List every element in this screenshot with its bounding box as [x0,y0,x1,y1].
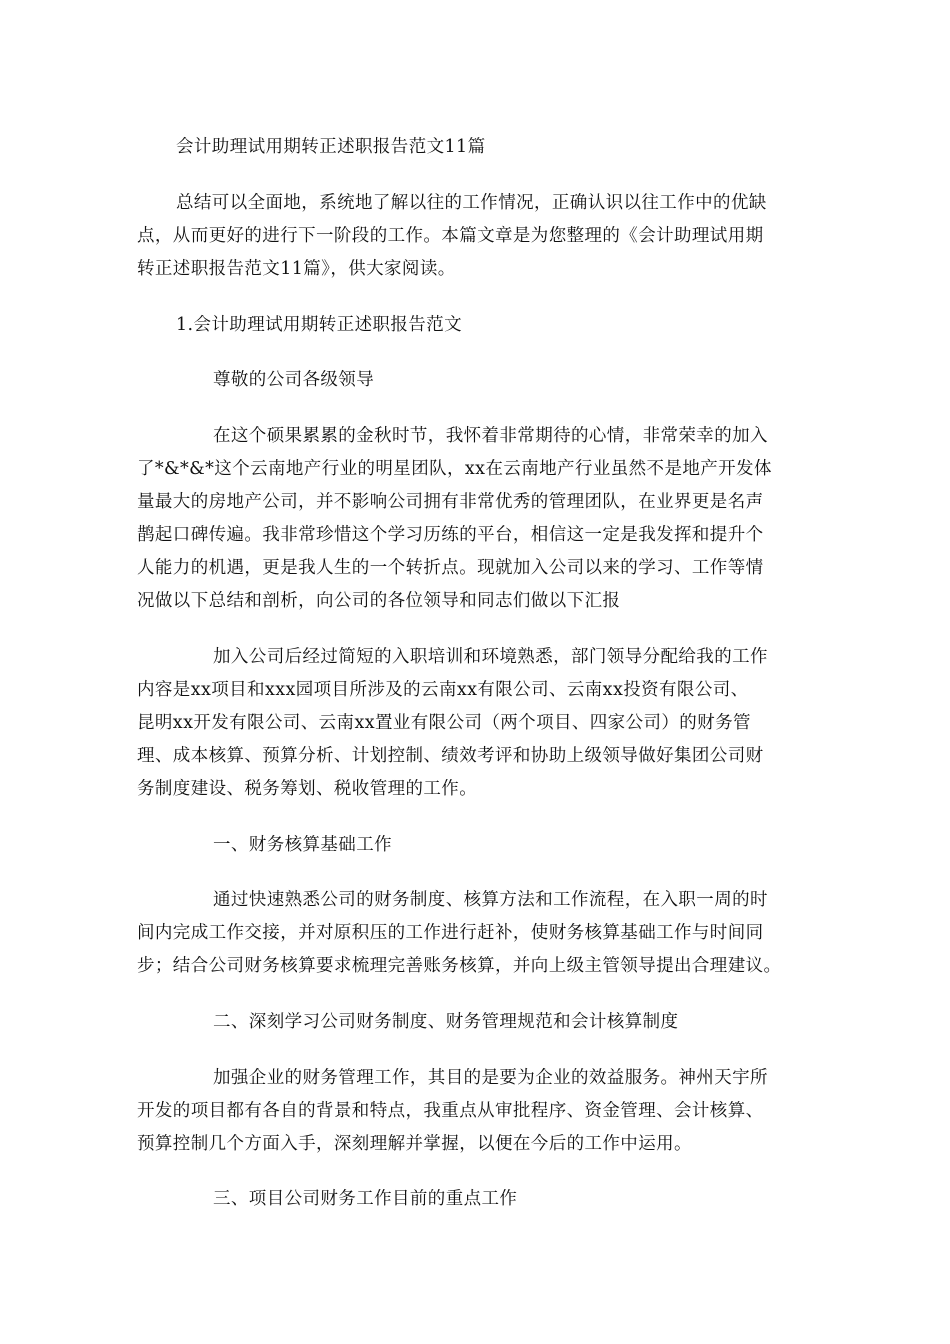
intro-line: 总结可以全面地，系统地了解以往的工作情况，正确认识以往工作中的优缺 [176,193,767,213]
paragraph-line: 步；结合公司财务核算要求梳理完善账务核算，并向上级主管领导提出合理建议。 [137,956,782,976]
paragraph-line: 人能力的机遇，更是我人生的一个转折点。现就加入公司以来的学习、工作等情 [137,558,764,578]
paragraph-line: 况做以下总结和剖析，向公司的各位领导和同志们做以下汇报 [137,591,621,611]
document-title: 会计助理试用期转正述职报告范文11篇 [176,137,486,157]
paragraph-line: 昆明xx开发有限公司、云南xx置业有限公司（两个项目、四家公司）的财务管 [137,713,751,733]
intro-line: 转正述职报告范文11篇》，供大家阅读。 [137,259,456,279]
section-heading: 1.会计助理试用期转正述职报告范文 [176,315,462,335]
paragraph-line: 务制度建设、税务筹划、税收管理的工作。 [137,779,478,799]
paragraph-line: 在这个硕果累累的金秋时节，我怀着非常期待的心情，非常荣幸的加入 [213,426,768,446]
paragraph-line: 了*&*&*这个云南地产行业的明星团队，xx在云南地产行业虽然不是地产开发体 [137,459,772,479]
paragraph-line: 开发的项目都有各自的背景和特点，我重点从审批程序、资金管理、会计核算、 [137,1101,764,1121]
paragraph-line: 加入公司后经过简短的入职培训和环境熟悉，部门领导分配给我的工作 [213,647,768,667]
section-heading: 二、深刻学习公司财务制度、财务管理规范和会计核算制度 [213,1012,679,1032]
paragraph-line: 加强企业的财务管理工作，其目的是要为企业的效益服务。神州天宇所 [213,1068,768,1088]
paragraph-line: 间内完成工作交接，并对原积压的工作进行赶补，使财务核算基础工作与时间同 [137,923,764,943]
intro-line: 点，从而更好的进行下一阶段的工作。本篇文章是为您整理的《会计助理试用期 [137,226,764,246]
paragraph-line: 内容是xx项目和xxx园项目所涉及的云南xx有限公司、云南xx投资有限公司、 [137,680,749,700]
section-heading: 三、项目公司财务工作目前的重点工作 [213,1189,518,1209]
paragraph-line: 理、成本核算、预算分析、计划控制、绩效考评和协助上级领导做好集团公司财 [137,746,764,766]
paragraph-line: 量最大的房地产公司，并不影响公司拥有非常优秀的管理团队，在业界更是名声 [137,492,764,512]
section-heading: 一、财务核算基础工作 [213,835,392,855]
paragraph-line: 鹊起口碑传遍。我非常珍惜这个学习历练的平台，相信这一定是我发挥和提升个 [137,525,764,545]
salutation: 尊敬的公司各级领导 [213,370,375,390]
paragraph-line: 通过快速熟悉公司的财务制度、核算方法和工作流程，在入职一周的时 [213,890,768,910]
paragraph-line: 预算控制几个方面入手，深刻理解并掌握，以便在今后的工作中运用。 [137,1134,692,1154]
